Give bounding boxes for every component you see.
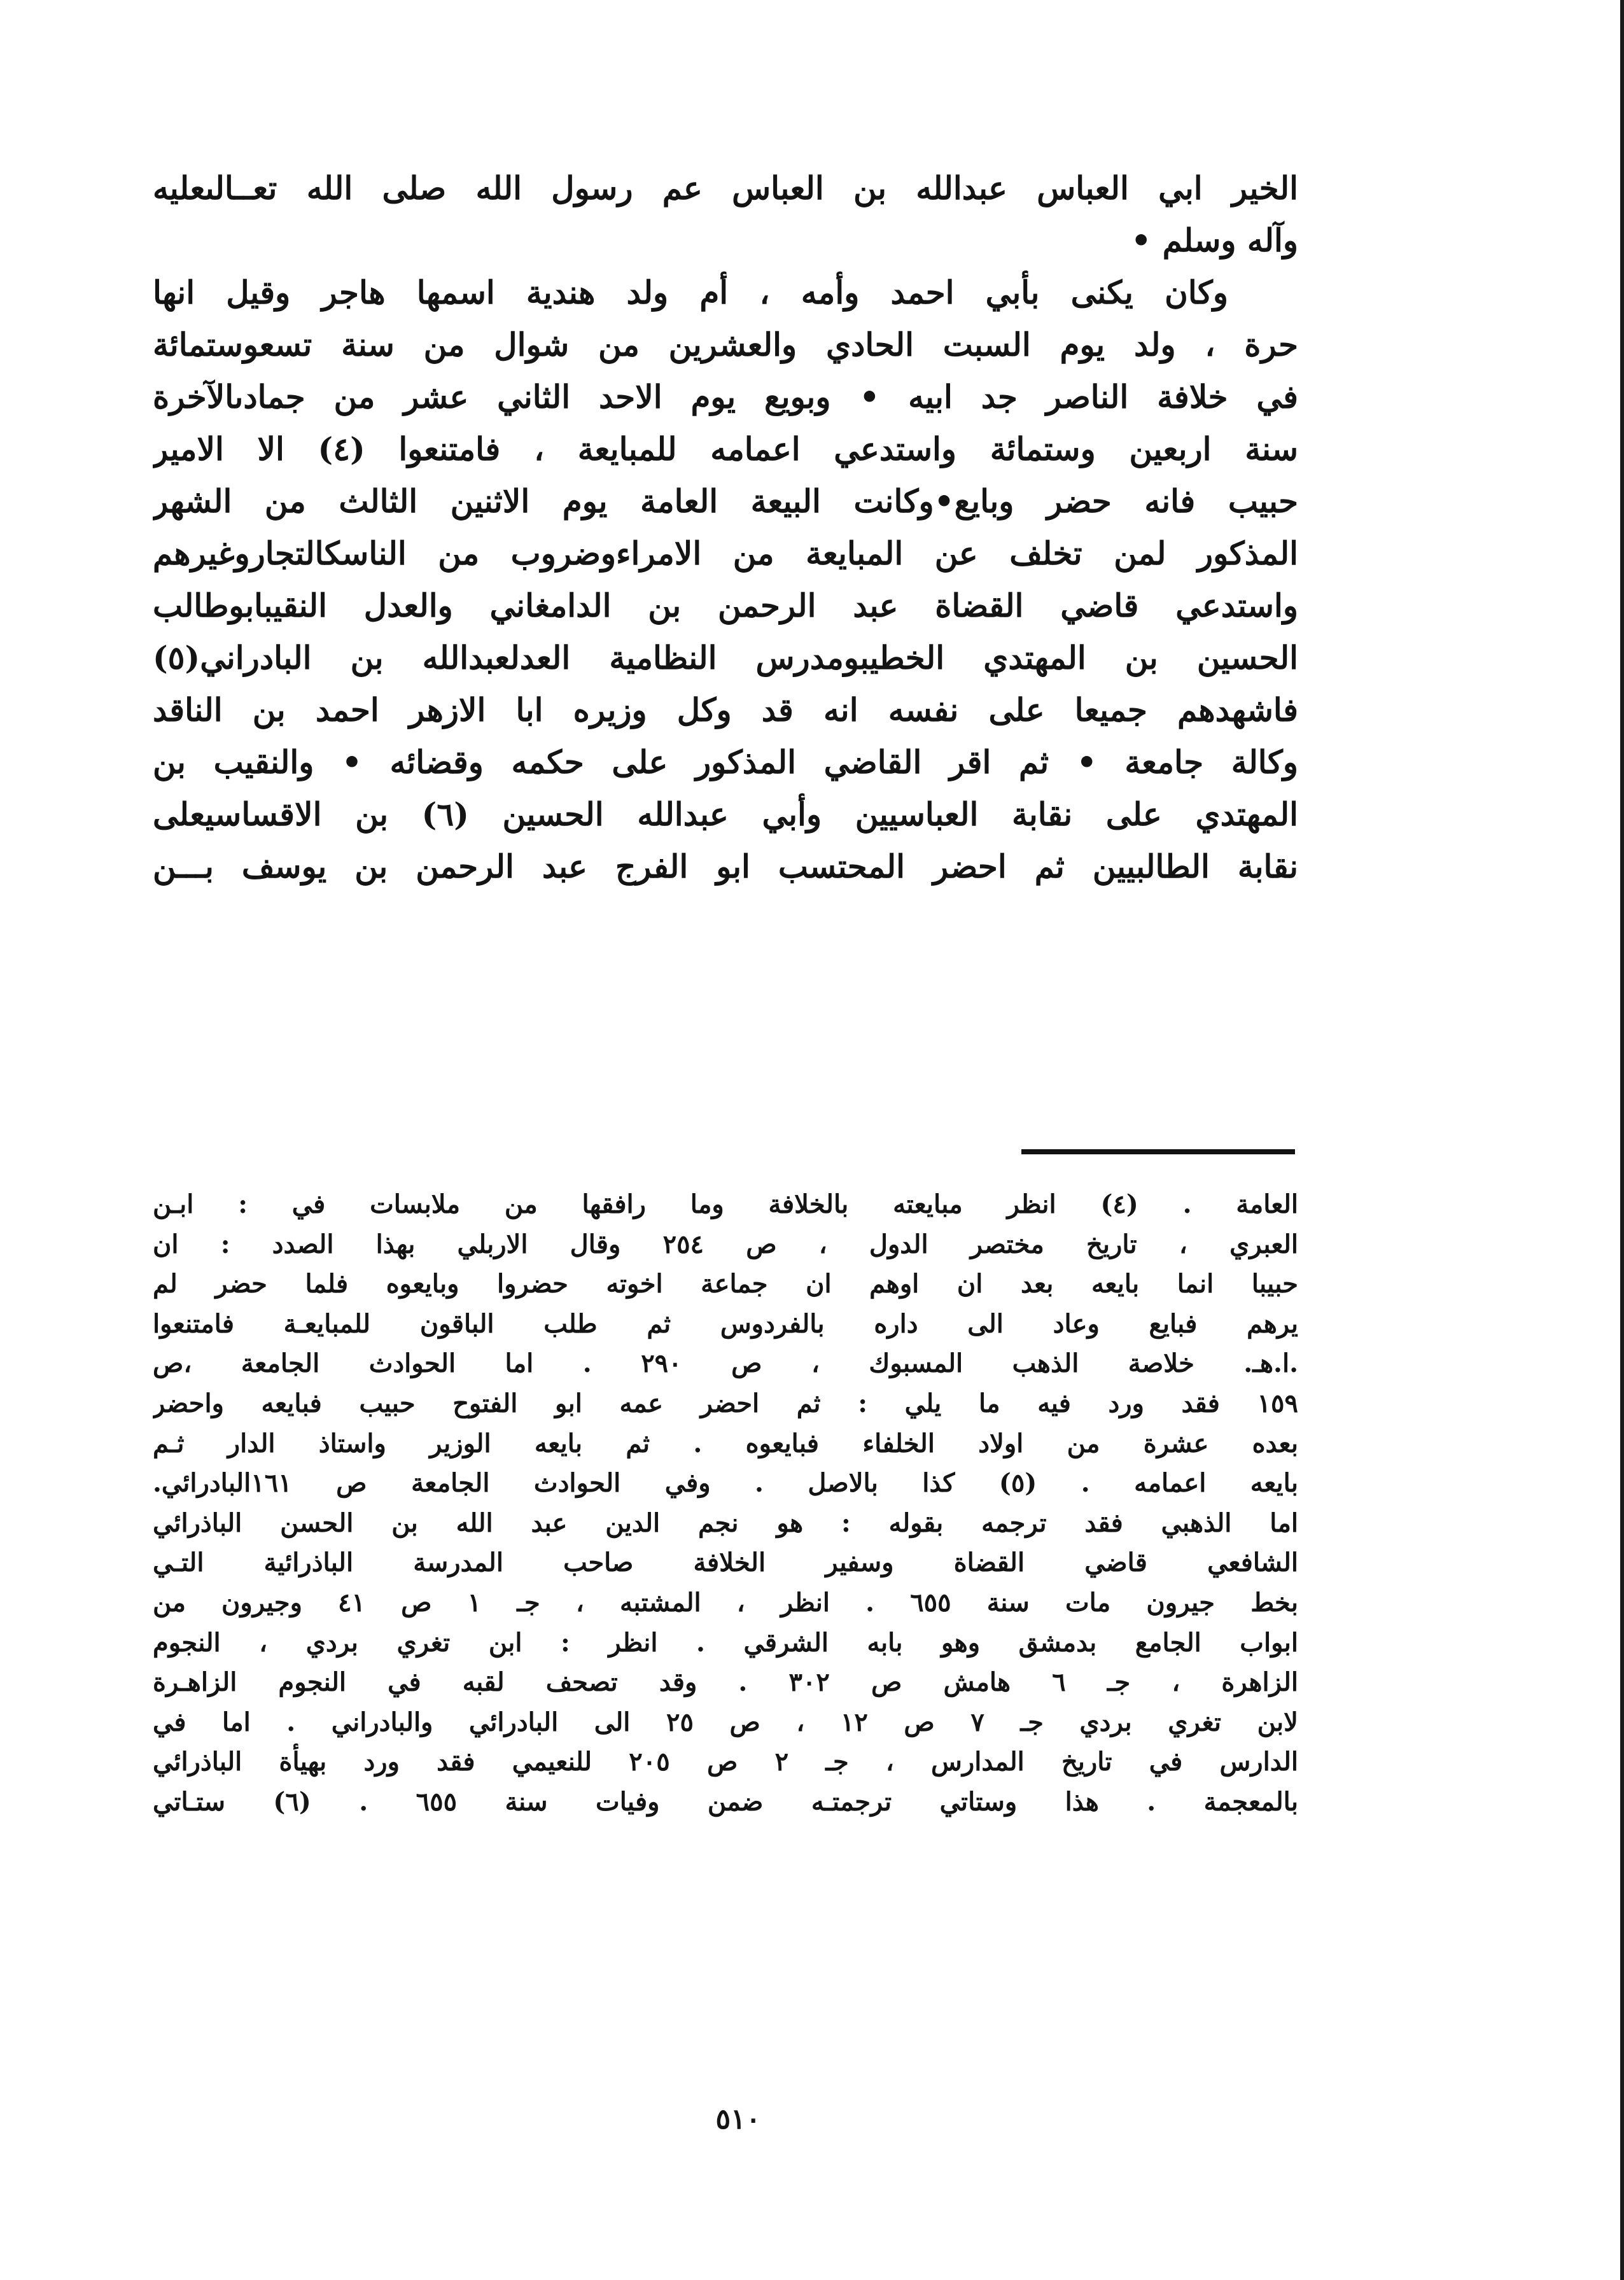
footnote-line-7: بعده عشرة من اولاد الخلفاء فبايعوه . ثم بايعه الوزير واستاذ الدار ثـم [153,1428,1298,1458]
footnote-line-10: الشافعي قاضي القضاة وسفير الخلافة صاحب المدرسة الباذرائية التـي [153,1548,1298,1578]
page-number: ٥١٠ [715,2103,761,2136]
main-text-line-14: نقابة الطالبيين ثم احضر المحتسب ابو الفرج عبد الرحمن بن يوسف بـــن [153,848,1298,885]
main-text-line-13: المهتدي على نقابة العباسيين وأبي عبدالله الحسين (٦) بن الاقساسيعلى [153,795,1298,833]
footnote-line-11: بخط جيرون مات سنة ٦٥٥ . انظر ، المشتبه ، جـ ١ ص ٤١ وجيرون من [153,1587,1298,1618]
footnote-line-3: حبيبا انما بايعه بعد ان اوهم ان جماعة اخوته حضروا وبايعوه فلما حضر لم [153,1269,1298,1299]
main-text-line-8: المذكور لمن تخلف عن المبايعة من الامراءوضروب من الناسكالتجاروغيرهم [153,535,1298,572]
footnote-line-2: العبري ، تاريخ مختصر الدول ، ص ٢٥٤ وقال الاربلي بهذا الصدد : ان [153,1229,1298,1259]
footnote-line-9: اما الذهبي فقد ترجمه بقوله : هو نجم الدين عبد الله بن الحسن الباذرائي [153,1507,1298,1538]
main-text-line-12: وكالة جامعة • ثم اقر القاضي المذكور على حكمه وقضائه • والنقيب بن [153,743,1298,781]
main-text-line-11: فاشهدهم جميعا على نفسه انه قد وكل وزيره ابا الازهر احمد بن الناقد [153,691,1298,729]
main-text-line-2: وآله وسلم • [1131,221,1298,259]
main-text-line-5: في خلافة الناصر جد ابيه • وبويع يوم الاحد الثاني عشر من جمادىالآخرة [153,378,1298,416]
footnote-line-14: لابن تغري بردي جـ ٧ ص ١٢ ، ص ٢٥ الى البادرائي والبادراني . اما في [153,1707,1298,1737]
main-text-line-7: حبيب فانه حضر وبايع•وكانت البيعة العامة يوم الاثنين الثالث من الشهر [153,482,1298,520]
main-text-line-3: وكان يكنى بأبي احمد وأمه ، أم ولد هندية اسمها هاجر وقيل انها [153,274,1228,311]
main-text-line-10: الحسين بن المهتدي الخطيبومدرس النظامية العدلعبدالله بن البادراني(٥) [153,639,1298,676]
page-edge [1620,0,1624,2280]
main-text-line-6: سنة اربعين وستمائة واستدعي اعمامه للمبايعة ، فامتنعوا (٤) الا الامير [153,430,1298,468]
footnote-line-13: الزاهرة ، جـ ٦ هامش ص ٣٠٢ . وقد تصحف لقبه في النجوم الزاهـرة [153,1667,1298,1698]
footnote-line-5: .ا.هـ. خلاصة الذهب المسبوك ، ص ٢٩٠ . اما الحوادث الجامعة ،ص [153,1348,1298,1379]
main-text-line-9: واستدعي قاضي القضاة عبد الرحمن بن الدامغاني والعدل النقيبابوطالب [153,587,1298,624]
footnote-line-15: الدارس في تاريخ المدارس ، جـ ٢ ص ٢٠٥ للنعيمي فقد ورد بهيأة الباذرائي [153,1747,1298,1777]
footnote-separator [1021,1149,1295,1154]
main-text-body [153,162,1298,893]
footnote-line-4: يرهم فبايع وعاد الى داره بالفردوس ثم طلب الباقون للمبايعـة فامتنعوا [153,1308,1298,1339]
footnotes [153,1185,1298,1822]
footnote-line-1: العامة . (٤) انظر مبايعته بالخلافة وما رافقها من ملابسات في : ابـن [153,1189,1298,1219]
main-text-line-4: حرة ، ولد يوم السبت الحادي والعشرين من شوال من سنة تسعوستمائة [153,326,1298,363]
footnote-line-6: ١٥٩ فقد ورد فيه ما يلي : ثم احضر عمه ابو الفتوح حبيب فبايعه واحضر [153,1388,1298,1418]
footnote-line-8: بايعه اعمامه . (٥) كذا بالاصل . وفي الحوادث الجامعة ص ١٦١البادرائي. [153,1468,1298,1499]
footnote-line-12: ابواب الجامع بدمشق وهو بابه الشرقي . انظر : ابن تغري بردي ، النجوم [153,1627,1298,1658]
footnote-line-16: بالمعجمة . هذا وستاتي ترجمتـه ضمن وفيات سنة ٦٥٥ . (٦) ستـاتي [153,1786,1298,1817]
main-text-line-1: الخير ابي العباس عبدالله بن العباس عم رسول الله صلى الله تعــالىعليه [153,169,1298,207]
